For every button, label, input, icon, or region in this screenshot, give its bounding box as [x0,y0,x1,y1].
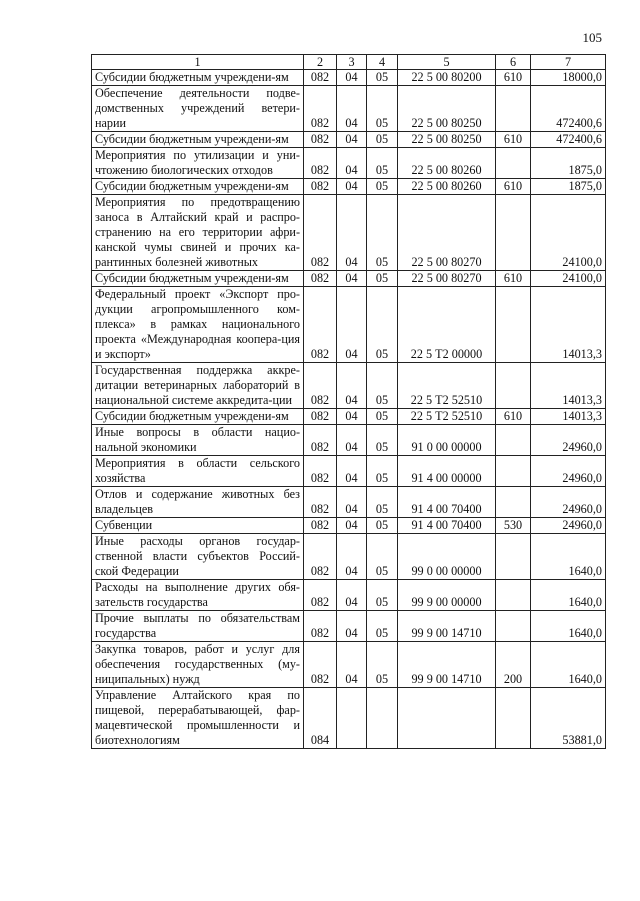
expense-type-cell: 610 [496,271,531,287]
row-name-cell: Субсидии бюджетным учреждени-ям [92,70,304,86]
subsection-code-cell: 05 [367,580,398,611]
row-name-cell: Закупка товаров, работ и услуг для обеспечения государственных (му-ниципальных) нужд [92,642,304,688]
section-code-cell: 04 [337,363,367,409]
target-article-cell: 99 9 00 00000 [398,580,496,611]
subsection-code-cell: 05 [367,409,398,425]
expense-type-cell: 610 [496,179,531,195]
table-row [92,580,606,611]
table-row [92,534,606,580]
row-name-cell: Субсидии бюджетным учреждени-ям [92,132,304,148]
row-name-cell: Иные вопросы в области нацио-нальной экономики [92,425,304,456]
section-code-cell: 04 [337,195,367,271]
chief-admin-code-cell: 082 [304,70,337,86]
column-header: 4 [367,55,398,70]
row-name-cell: Мероприятия по предотвращению заноса в Алтайский край и распро-странению на его территории афри-канской чумы свиней и прочих ка-рантинных болезней животных [92,195,304,271]
section-code-cell: 04 [337,642,367,688]
chief-admin-code-cell: 082 [304,195,337,271]
column-header: 3 [337,55,367,70]
page-number: 105 [582,30,602,45]
expense-type-cell: 530 [496,518,531,534]
table-row [92,195,606,271]
chief-admin-code-cell: 082 [304,271,337,287]
section-code-cell: 04 [337,456,367,487]
amount-cell: 1875,0 [531,148,606,179]
target-article-cell: 91 4 00 00000 [398,456,496,487]
amount-cell: 24100,0 [531,271,606,287]
amount-cell: 472400,6 [531,132,606,148]
subsection-code-cell: 05 [367,287,398,363]
expense-type-cell [496,534,531,580]
amount-cell: 53881,0 [531,688,606,749]
subsection-code-cell: 05 [367,363,398,409]
expense-type-cell [496,580,531,611]
table-row [92,287,606,363]
amount-cell: 24100,0 [531,195,606,271]
subsection-code-cell: 05 [367,70,398,86]
expense-type-cell [496,456,531,487]
amount-cell: 1640,0 [531,642,606,688]
expense-type-cell [496,363,531,409]
expense-type-cell [496,611,531,642]
table-row [92,487,606,518]
table-row [92,363,606,409]
expense-type-cell: 610 [496,409,531,425]
amount-cell: 14013,3 [531,287,606,363]
table-row [92,179,606,195]
table-row [92,425,606,456]
target-article-cell: 22 5 00 80260 [398,179,496,195]
amount-cell: 18000,0 [531,70,606,86]
table-header-row [92,55,606,70]
chief-admin-code-cell: 084 [304,688,337,749]
subsection-code-cell: 05 [367,271,398,287]
table-row [92,70,606,86]
chief-admin-code-cell: 082 [304,518,337,534]
target-article-cell: 22 5 00 80250 [398,86,496,132]
expense-type-cell [496,487,531,518]
subsection-code-cell: 05 [367,425,398,456]
chief-admin-code-cell: 082 [304,363,337,409]
column-header: 6 [496,55,531,70]
subsection-code-cell: 05 [367,611,398,642]
row-name-cell: Государственная поддержка аккре-дитации ветеринарных лабораторий в национальной системе аккредита-ции [92,363,304,409]
section-code-cell: 04 [337,409,367,425]
chief-admin-code-cell: 082 [304,642,337,688]
table-row [92,518,606,534]
subsection-code-cell: 05 [367,456,398,487]
amount-cell: 24960,0 [531,456,606,487]
target-article-cell: 99 0 00 00000 [398,534,496,580]
section-code-cell: 04 [337,148,367,179]
amount-cell: 14013,3 [531,409,606,425]
subsection-code-cell: 05 [367,132,398,148]
target-article-cell: 91 4 00 70400 [398,487,496,518]
expense-type-cell [496,86,531,132]
section-code-cell: 04 [337,70,367,86]
target-article-cell: 22 5 Т2 52510 [398,363,496,409]
target-article-cell: 22 5 Т2 52510 [398,409,496,425]
expense-type-cell [496,688,531,749]
expense-type-cell [496,425,531,456]
table-body [92,70,606,749]
chief-admin-code-cell: 082 [304,580,337,611]
subsection-code-cell: 05 [367,534,398,580]
table-row [92,688,606,749]
target-article-cell: 22 5 00 80250 [398,132,496,148]
chief-admin-code-cell: 082 [304,456,337,487]
column-header: 5 [398,55,496,70]
expense-type-cell: 610 [496,70,531,86]
target-article-cell: 91 0 00 00000 [398,425,496,456]
table-row [92,642,606,688]
target-article-cell: 99 9 00 14710 [398,642,496,688]
section-code-cell: 04 [337,580,367,611]
chief-admin-code-cell: 082 [304,287,337,363]
target-article-cell: 22 5 00 80260 [398,148,496,179]
chief-admin-code-cell: 082 [304,86,337,132]
amount-cell: 24960,0 [531,425,606,456]
amount-cell: 472400,6 [531,86,606,132]
section-code-cell: 04 [337,518,367,534]
row-name-cell: Субсидии бюджетным учреждени-ям [92,409,304,425]
table-row [92,86,606,132]
section-code-cell: 04 [337,425,367,456]
column-header: 2 [304,55,337,70]
chief-admin-code-cell: 082 [304,409,337,425]
subsection-code-cell: 05 [367,487,398,518]
subsection-code-cell: 05 [367,642,398,688]
subsection-code-cell: 05 [367,148,398,179]
section-code-cell: 04 [337,86,367,132]
chief-admin-code-cell: 082 [304,148,337,179]
target-article-cell: 22 5 Т2 00000 [398,287,496,363]
row-name-cell: Субсидии бюджетным учреждени-ям [92,179,304,195]
expense-type-cell [496,148,531,179]
target-article-cell: 99 9 00 14710 [398,611,496,642]
chief-admin-code-cell: 082 [304,534,337,580]
target-article-cell [398,688,496,749]
row-name-cell: Расходы на выполнение других обя-зательств государства [92,580,304,611]
chief-admin-code-cell: 082 [304,611,337,642]
target-article-cell: 91 4 00 70400 [398,518,496,534]
chief-admin-code-cell: 082 [304,487,337,518]
chief-admin-code-cell: 082 [304,132,337,148]
expense-type-cell [496,195,531,271]
target-article-cell: 22 5 00 80270 [398,271,496,287]
table-row [92,456,606,487]
section-code-cell: 04 [337,132,367,148]
subsection-code-cell: 05 [367,86,398,132]
section-code-cell: 04 [337,287,367,363]
row-name-cell: Отлов и содержание животных без владельцев [92,487,304,518]
row-name-cell: Прочие выплаты по обязательствам государства [92,611,304,642]
expense-type-cell: 200 [496,642,531,688]
table-row [92,611,606,642]
section-code-cell: 04 [337,179,367,195]
section-code-cell: 04 [337,487,367,518]
table-row [92,409,606,425]
row-name-cell: Обеспечение деятельности подве-домственных учреждений ветери-нарии [92,86,304,132]
target-article-cell: 22 5 00 80200 [398,70,496,86]
table-row [92,132,606,148]
subsection-code-cell: 05 [367,518,398,534]
subsection-code-cell: 05 [367,179,398,195]
amount-cell: 24960,0 [531,487,606,518]
target-article-cell: 22 5 00 80270 [398,195,496,271]
expense-type-cell [496,287,531,363]
row-name-cell: Субсидии бюджетным учреждени-ям [92,271,304,287]
chief-admin-code-cell: 082 [304,425,337,456]
budget-table [91,54,606,749]
table-row [92,271,606,287]
chief-admin-code-cell: 082 [304,179,337,195]
row-name-cell: Субвенции [92,518,304,534]
amount-cell: 14013,3 [531,363,606,409]
amount-cell: 24960,0 [531,518,606,534]
section-code-cell: 04 [337,271,367,287]
column-header: 7 [531,55,606,70]
amount-cell: 1640,0 [531,534,606,580]
row-name-cell: Управление Алтайского края по пищевой, перерабатывающей, фар-мацевтической промышленности и биотехнологиям [92,688,304,749]
amount-cell: 1640,0 [531,611,606,642]
subsection-code-cell [367,688,398,749]
amount-cell: 1640,0 [531,580,606,611]
table-row [92,148,606,179]
section-code-cell [337,688,367,749]
amount-cell: 1875,0 [531,179,606,195]
row-name-cell: Иные расходы органов государ-ственной власти субъектов Россий-ской Федерации [92,534,304,580]
section-code-cell: 04 [337,534,367,580]
expense-type-cell: 610 [496,132,531,148]
column-header: 1 [92,55,304,70]
subsection-code-cell: 05 [367,195,398,271]
row-name-cell: Федеральный проект «Экспорт про-дукции агропромышленного ком-плекса» в рамках национального проекта «Международная коопера-ция и экспорт» [92,287,304,363]
section-code-cell: 04 [337,611,367,642]
row-name-cell: Мероприятия в области сельского хозяйства [92,456,304,487]
row-name-cell: Мероприятия по утилизации и уни-чтожению биологических отходов [92,148,304,179]
